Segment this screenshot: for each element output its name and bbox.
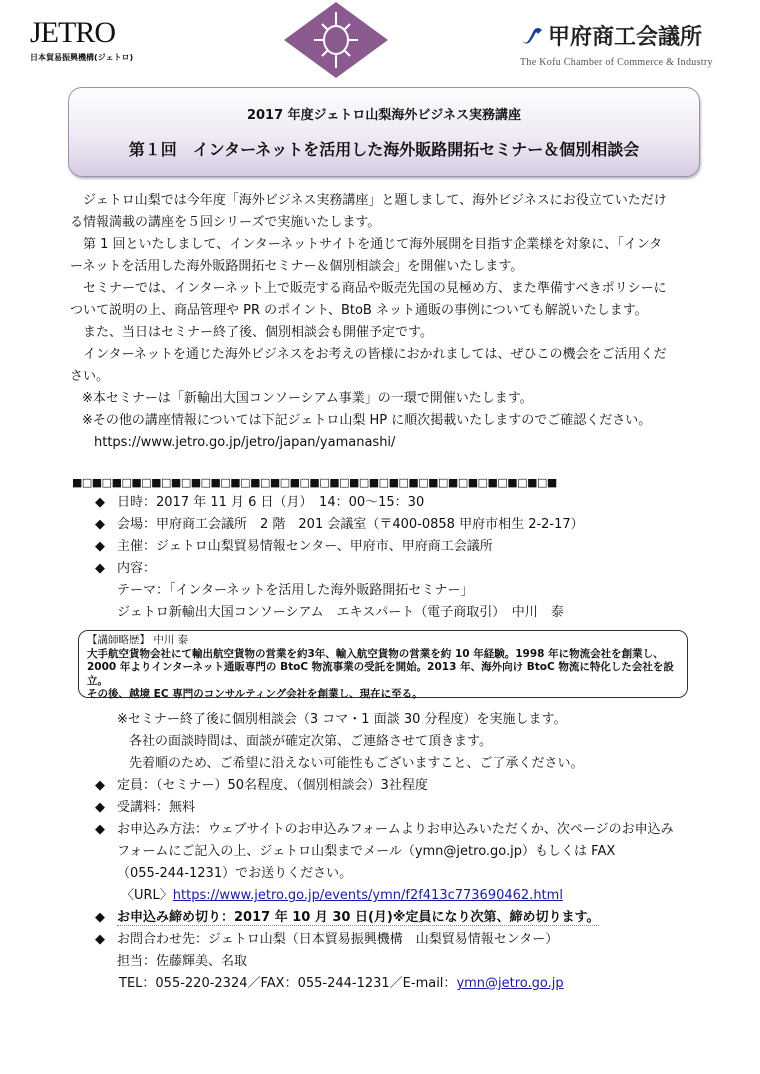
info-text: 受講料：無料 bbox=[117, 800, 196, 815]
intro-paragraph: セミナーでは、インターネット上で販売する商品や販売先国の見極め方、また準備すべきポリシーについて説明の上、商品管理や PR のポイント、BtoB ネット通販の事例についても解説いたします。 bbox=[70, 281, 667, 318]
detail-content bbox=[95, 558, 685, 580]
email-link[interactable]: ymn@jetro.go.jp bbox=[456, 976, 564, 991]
detail-datetime bbox=[95, 492, 685, 514]
diamond-bullet-icon: ◆ bbox=[95, 517, 105, 532]
kofu-chamber-logo bbox=[520, 20, 750, 68]
info-apply bbox=[95, 819, 685, 841]
event-details bbox=[95, 492, 685, 624]
profile-line: その後、越境 EC 専門のコンサルティング会社を創業し、現在に至る。 bbox=[87, 688, 423, 700]
diamond-bullet-icon: ◆ bbox=[95, 561, 105, 576]
info-fee bbox=[95, 797, 685, 819]
jetro-logo-text: JETRO bbox=[30, 16, 115, 49]
detail-speaker: ジェトロ新輸出大国コンソーシアム エキスパート（電子商取引） 中川 泰 bbox=[117, 605, 564, 620]
jetro-yamanashi-url: https://www.jetro.go.jp/jetro/japan/yamanashi/ bbox=[94, 435, 396, 450]
intro-paragraph: また、当日はセミナー終了後、個別相談会も開催予定です。 bbox=[83, 325, 433, 340]
diamond-bullet-icon: ◆ bbox=[95, 778, 105, 793]
info-apply-cont: フォームにご記入の上、ジェトロ山梨までメール（ymn@jetro.go.jp）もしくは FAX bbox=[117, 844, 616, 859]
profile-heading: 【講師略歴】 中川 泰 bbox=[87, 634, 189, 646]
jetro-logo bbox=[30, 18, 140, 63]
info-text: お申込み方法：ウェブサイトのお申込みフォームよりお申込みいただくか、次ページのお申込み bbox=[117, 822, 674, 837]
diamond-bullet-icon: ◆ bbox=[95, 822, 105, 837]
diamond-bullet-icon: ◆ bbox=[95, 539, 105, 554]
title-banner bbox=[68, 87, 700, 177]
event-url-link[interactable]: https://www.jetro.go.jp/events/ymn/f2f413c773690462.html bbox=[172, 888, 563, 903]
diamond-bullet-icon: ◆ bbox=[95, 910, 105, 925]
url-label: 〈URL〉 bbox=[121, 888, 173, 903]
profile-line: 2000 年よりインターネット通販専門の BtoC 物流事業の受託を開始。2013 年、海外向け BtoC 物流に特化した会社を設立。 bbox=[87, 661, 674, 687]
info-text: 定員：（セミナー）50名程度、（個別相談会）3社程度 bbox=[117, 778, 428, 793]
page-title: 第１回 インターネットを活用した海外販路開拓セミナー＆個別相談会 bbox=[128, 140, 640, 159]
detail-text: 会場：甲府商工会議所 2 階 201 会議室（〒400-0858 甲府市相生 2-2-17） bbox=[117, 517, 584, 532]
tel-fax-text: TEL：055-220-2324／FAX：055-244-1231／E-mail： bbox=[119, 976, 457, 991]
intro-note: ※その他の講座情報については下記ジェトロ山梨 HP に順次掲載いたしますのでご確認ください。 bbox=[82, 413, 652, 428]
kofu-mark-icon bbox=[520, 26, 544, 46]
detail-text: 日時：2017 年 11 月 6 日（月） 14：00～15：30 bbox=[117, 495, 425, 510]
intro-paragraph: ジェトロ山梨では今年度「海外ビジネス実務講座」と題しまして、海外ビジネスにお役立ていただける情報満載の講座を５回シリーズで実施いたします。 bbox=[70, 193, 667, 230]
info-contact bbox=[95, 929, 685, 951]
detail-venue bbox=[95, 514, 685, 536]
info-person: 担当：佐藤輝美、名取 bbox=[117, 954, 248, 969]
intro-paragraph: インターネットを通じた海外ビジネスをお考えの皆様におかれましては、ぜひこの機会をご活用ください。 bbox=[70, 347, 667, 384]
speaker-profile-box bbox=[78, 630, 688, 698]
title-subtitle: 2017 年度ジェトロ山梨海外ビジネス実務講座 bbox=[246, 108, 522, 123]
detail-organizer bbox=[95, 536, 685, 558]
info-url-line bbox=[95, 885, 685, 907]
info-apply-cont: （055-244-1231）でお送りください。 bbox=[117, 866, 353, 881]
diamond-bullet-icon: ◆ bbox=[95, 932, 105, 947]
consult-note: 先着順のため、ご希望に沿えない可能性もございますこと、ご了承ください。 bbox=[129, 756, 584, 771]
diamond-bullet-icon: ◆ bbox=[95, 800, 105, 815]
profile-line: 大手航空貨物会社にて輸出航空貨物の営業を約3年、輸入航空貨物の営業を約 10 年経験。1998 年に物流会社を創業し、 bbox=[87, 647, 664, 660]
kofu-logo-en: The Kofu Chamber of Commerce & Industry bbox=[520, 57, 713, 68]
detail-text: 内容： bbox=[117, 561, 157, 576]
kofu-logo-name: 甲府商工会議所 bbox=[548, 24, 703, 50]
emblem-icon bbox=[284, 2, 388, 78]
info-deadline bbox=[95, 907, 685, 929]
intro-paragraph: 第 1 回といたしまして、インターネットサイトを通じて海外展開を目指す企業様を対象に、「インターネットを活用した海外販路開拓セミナー＆個別相談会」を開催いたします。 bbox=[70, 237, 663, 274]
consult-note: ※セミナー終了後に個別相談会（3 コマ・1 面談 30 分程度）を実施します。 bbox=[117, 712, 567, 727]
jetro-subtitle: 日本貿易振興機構(ジェトロ) bbox=[30, 53, 134, 62]
diamond-bullet-icon: ◆ bbox=[95, 495, 105, 510]
deadline-text: お申込み締め切り：2017 年 10 月 30 日(月)※定員になり次第、締め切ります。 bbox=[117, 910, 600, 925]
info-tel-fax bbox=[95, 973, 685, 995]
info-text: お問合わせ先：ジェトロ山梨（日本貿易振興機構 山梨貿易情報センター） bbox=[117, 932, 559, 947]
intro-section bbox=[70, 190, 670, 454]
detail-text: 主催：ジェトロ山梨貿易情報センター、甲府市、甲府商工会議所 bbox=[117, 539, 493, 554]
intro-note: ※本セミナーは「新輸出大国コンソーシアム事業」の一環で開催いたします。 bbox=[82, 391, 533, 406]
consult-note: 各社の面談時間は、面談が確定次第、ご連絡させて頂きます。 bbox=[129, 734, 492, 749]
separator: ■□■□■□■□■□■□■□■□■□■□■□■□■□■□■□■□■□■□■□■□■□■□■□■□■ bbox=[72, 476, 557, 489]
application-info bbox=[95, 709, 685, 995]
info-capacity bbox=[95, 775, 685, 797]
detail-theme: テーマ：「インターネットを活用した海外販路開拓セミナー」 bbox=[117, 583, 474, 598]
